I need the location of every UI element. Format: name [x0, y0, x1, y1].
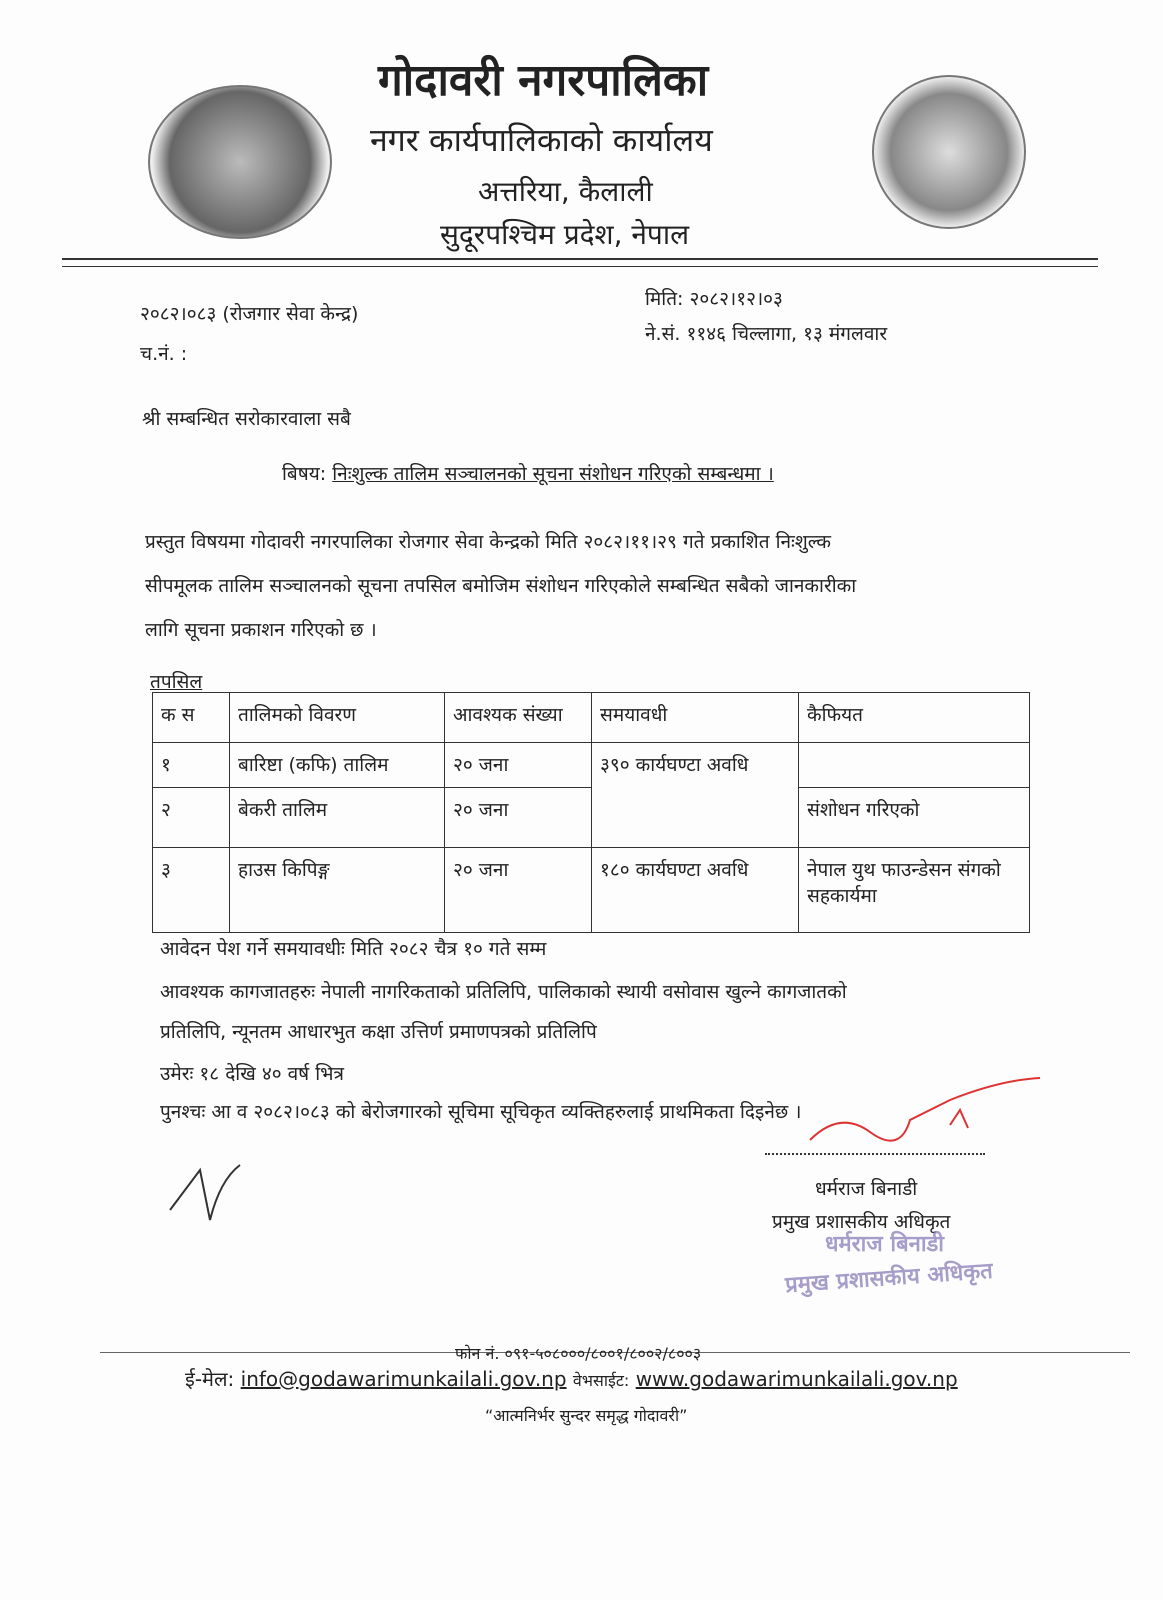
cell-count: २० जना — [445, 788, 592, 848]
municipality-logo — [872, 75, 1026, 229]
initials-signature — [160, 1150, 250, 1230]
header-sn: क स — [153, 693, 230, 743]
cell-remark-empty — [799, 743, 1030, 788]
cell-duration: ३९० कार्यघण्टा अवधि — [592, 743, 799, 848]
header-rule — [62, 258, 1098, 260]
table-row — [153, 848, 1030, 933]
body-line: प्रस्तुत विषयमा गोदावरी नगरपालिका रोजगार सेवा केन्द्रको मिति २०८२।११।२९ गते प्रकाशित निःशुल्क — [145, 531, 831, 553]
table-row — [153, 788, 1030, 848]
header-remark: कैफियत — [799, 693, 1030, 743]
dispatch-number: च.नं. : — [140, 343, 188, 365]
cell-count: २० जना — [445, 848, 592, 933]
signatory-name: धर्मराज बिनाडी — [815, 1178, 918, 1200]
nepal-emblem — [148, 85, 332, 239]
note-line: आवेदन पेश गर्ने समयावधीः मिति २०८२ चैत्र १० गते सम्म — [160, 938, 547, 960]
location: अत्तरिया, कैलाली — [478, 175, 653, 208]
title-stamp: प्रमुख प्रशासकीय अधिकृत — [784, 1258, 994, 1299]
header-duration: समयावधी — [592, 693, 799, 743]
website-link[interactable]: www.godawarimunkailali.gov.np — [635, 1367, 958, 1391]
reference-number: २०८२।०८३ (रोजगार सेवा केन्द्र) — [140, 303, 359, 325]
name-stamp: धर्मराज बिनाडी — [825, 1232, 945, 1257]
subject-text: निःशुल्क तालिम सञ्चालनको सूचना संशोधन गरिएको सम्बन्धमा । — [332, 463, 774, 485]
email-link[interactable]: info@godawarimunkailali.gov.np — [240, 1367, 567, 1391]
email-label: ई-मेल: — [185, 1367, 235, 1391]
cell-remark: संशोधन गरिएको — [799, 788, 1030, 848]
table-header-row — [153, 693, 1030, 743]
subject-label: बिषय: — [282, 463, 327, 485]
table-title: तपसिल — [150, 671, 203, 693]
cell-sn: २ — [153, 788, 230, 848]
training-table — [152, 692, 1030, 933]
website-label: वेभसाईट: — [572, 1371, 630, 1390]
signatory-title: प्रमुख प्रशासकीय अधिकृत — [772, 1211, 951, 1233]
municipality-title: गोदावरी नगरपालिका — [378, 55, 709, 106]
signature-red — [800, 1070, 1050, 1160]
footer-contact — [185, 1365, 958, 1392]
nepal-sambat-date: ने.सं. ११४६ चिल्लागा, १३ मंगलवार — [645, 323, 888, 345]
footer-phone: फोन नं. ०९१-५०८०००/८००१/८००२/८००३ — [455, 1344, 702, 1363]
table-row — [153, 743, 1030, 788]
cell-count: २० जना — [445, 743, 592, 788]
footer-motto: “आत्मनिर्भर सुन्दर समृद्ध गोदावरी” — [485, 1406, 688, 1425]
date: मिति: २०८२।१२।०३ — [645, 288, 783, 310]
subject — [282, 460, 774, 486]
note-line: आवश्यक कागजातहरुः नेपाली नागरिकताको प्रतिलिपि, पालिकाको स्थायी वसोवास खुल्ने कागजातको — [160, 981, 847, 1003]
note-line: पुनश्चः आ व २०८२।०८३ को बेरोजगारको सूचिमा सूचिकृत व्यक्तिहरुलाई प्राथमिकता दिइनेछ । — [160, 1101, 802, 1123]
header-count: आवश्यक संख्या — [445, 693, 592, 743]
cell-remark: नेपाल युथ फाउन्डेसन संगको सहकार्यमा — [799, 848, 1030, 933]
signature-line — [765, 1153, 985, 1155]
cell-duration: १८० कार्यघण्टा अवधि — [592, 848, 799, 933]
body-line: लागि सूचना प्रकाशन गरिएको छ । — [145, 619, 377, 641]
office-name: नगर कार्यपालिकाको कार्यालय — [370, 121, 713, 159]
addressee: श्री सम्बन्धित सरोकारवाला सबै — [142, 408, 351, 430]
cell-name: हाउस किपिङ्ग — [230, 848, 445, 933]
cell-sn: ३ — [153, 848, 230, 933]
header-rule-2 — [62, 266, 1098, 267]
cell-sn: १ — [153, 743, 230, 788]
province: सुदूरपश्चिम प्रदेश, नेपाल — [440, 218, 690, 251]
body-line: सीपमूलक तालिम सञ्चालनको सूचना तपसिल बमोजिम संशोधन गरिएकोले सम्बन्धित सबैको जानकारीका — [145, 575, 857, 597]
header-name: तालिमको विवरण — [230, 693, 445, 743]
note-line: उमेरः १८ देखि ४० वर्ष भित्र — [160, 1063, 344, 1085]
note-line: प्रतिलिपि, न्यूनतम आधारभुत कक्षा उत्तिर्ण प्रमाणपत्रको प्रतिलिपि — [160, 1021, 597, 1043]
cell-name: बारिष्टा (कफि) तालिम — [230, 743, 445, 788]
cell-name: बेकरी तालिम — [230, 788, 445, 848]
